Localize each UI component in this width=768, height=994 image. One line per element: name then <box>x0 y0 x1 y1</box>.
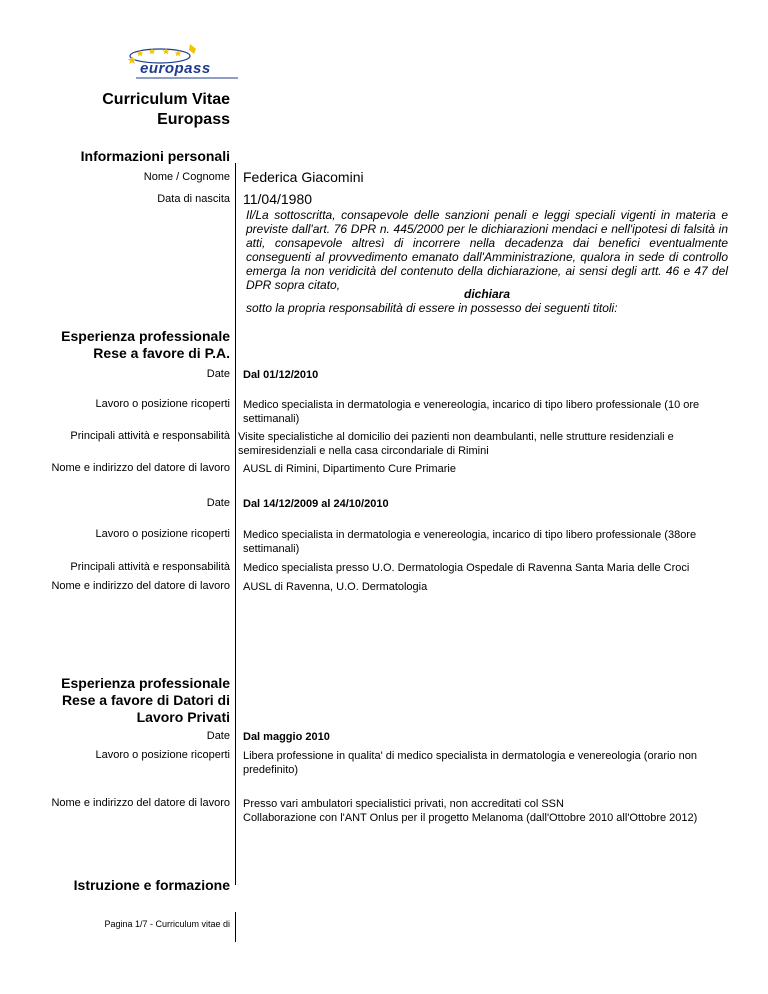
private-employer <box>243 797 743 825</box>
name-label: Nome / Cognome <box>143 171 230 183</box>
entry1-job: Medico specialista in dermatologia e venereologia, incarico di tipo libero professionale (10 ore settimanali) <box>243 399 700 425</box>
entry2-employer-label: Nome e indirizzo del datore di lavoro <box>51 580 230 592</box>
private-employer-line1: Presso vari ambulatori specialistici privati, non accreditati col SSN <box>243 798 564 810</box>
dob-value: 11/04/1980 <box>243 191 313 207</box>
cv-title-line2: Europass <box>157 111 230 128</box>
entry2-date: Dal 14/12/2009 al 24/10/2010 <box>243 498 389 510</box>
name-value: Federica Giacomini <box>243 169 364 185</box>
private-employer-line2: Collaborazione con l'ANT Onlus per il progetto Melanoma (dall'Ottobre 2010 all'Ottobre 2012) <box>243 812 698 824</box>
section-education: Istruzione e formazione <box>73 877 230 893</box>
private-job-label: Lavoro o posizione ricoperti <box>95 749 230 761</box>
section-experience-pa-line1: Esperienza professionale <box>61 328 230 344</box>
entry1-activities-label: Principali attività e responsabilità <box>70 430 230 442</box>
entry1-employer: AUSL di Rimini, Dipartimento Cure Primarie <box>243 463 456 475</box>
entry2-date-label: Date <box>206 497 230 509</box>
private-employer-label: Nome e indirizzo del datore di lavoro <box>51 797 230 809</box>
section-experience-private-line2: Rese a favore di Datori di <box>61 692 230 708</box>
entry2-job-label: Lavoro o posizione ricoperti <box>95 528 230 540</box>
entry1-activities: Visite specialistiche al domicilio dei pazienti non deambulanti, nelle strutture residenziali e semiresidenziali e nella casa circondariale di Rimini <box>238 431 674 457</box>
entry1-date: Dal 01/12/2010 <box>243 369 319 381</box>
private-job: Libera professione in qualita' di medico specialista in dermatologia e venereologia (orario non predefinito) <box>243 750 697 776</box>
section-experience-pa-line2: Rese a favore di P.A. <box>93 345 230 361</box>
entry2-activities: Medico specialista presso U.O. Dermatologia Ospedale di Ravenna Santa Maria delle Croci <box>243 562 690 574</box>
cv-title-line1: Curriculum Vitae <box>102 91 230 108</box>
entry2-employer: AUSL di Ravenna, U.O. Dermatologia <box>243 581 428 593</box>
column-divider <box>235 163 236 885</box>
section-personal-info: Informazioni personali <box>80 148 230 164</box>
section-experience-private <box>61 675 230 726</box>
section-experience-private-line1: Esperienza professionale <box>61 675 230 691</box>
entry2-activities-label: Principali attività e responsabilità <box>70 561 230 573</box>
section-experience-pa <box>61 328 230 362</box>
footer-divider <box>235 912 236 942</box>
private-date: Dal maggio 2010 <box>243 731 330 743</box>
entry2-job: Medico specialista in dermatologia e venereologia, incarico di tipo libero professionale (38ore settimanali) <box>243 529 697 555</box>
cv-title <box>102 90 230 130</box>
private-date-label: Date <box>206 730 230 742</box>
europass-logo <box>118 40 238 82</box>
section-experience-private-line3: Lavoro Privati <box>136 709 230 725</box>
europass-wordmark: europass <box>140 60 211 77</box>
page-footer: Pagina 1/7 - Curriculum vitae di <box>104 919 230 929</box>
entry1-date-label: Date <box>206 368 230 380</box>
entry1-job-label: Lavoro o posizione ricoperti <box>95 398 230 410</box>
dob-label: Data di nascita <box>157 193 230 205</box>
declaration-text: Il/La sottoscritta, consapevole delle sanzioni penali e leggi speciali vigenti in materia e previste dall'art. 76 DPR n. 445/2000 per le dichiarazioni mendaci e nell'ipotesi di falsità in atti, consapevole altresì di incorrere nella decadenza dai benefici eventualmente conseguenti al provvedimento emanato dall'Amministrazione, qualora in sede di controllo emerga la non veridicità del contenuto della dichiarazione, ai sensi degli artt. 46 e 47 del DPR sopra citato, <box>246 208 728 292</box>
declaration-closing: sotto la propria responsabilità di essere in possesso dei seguenti titoli: <box>246 301 618 315</box>
entry1-employer-label: Nome e indirizzo del datore di lavoro <box>51 462 230 474</box>
declaration-keyword: dichiara <box>463 287 511 301</box>
